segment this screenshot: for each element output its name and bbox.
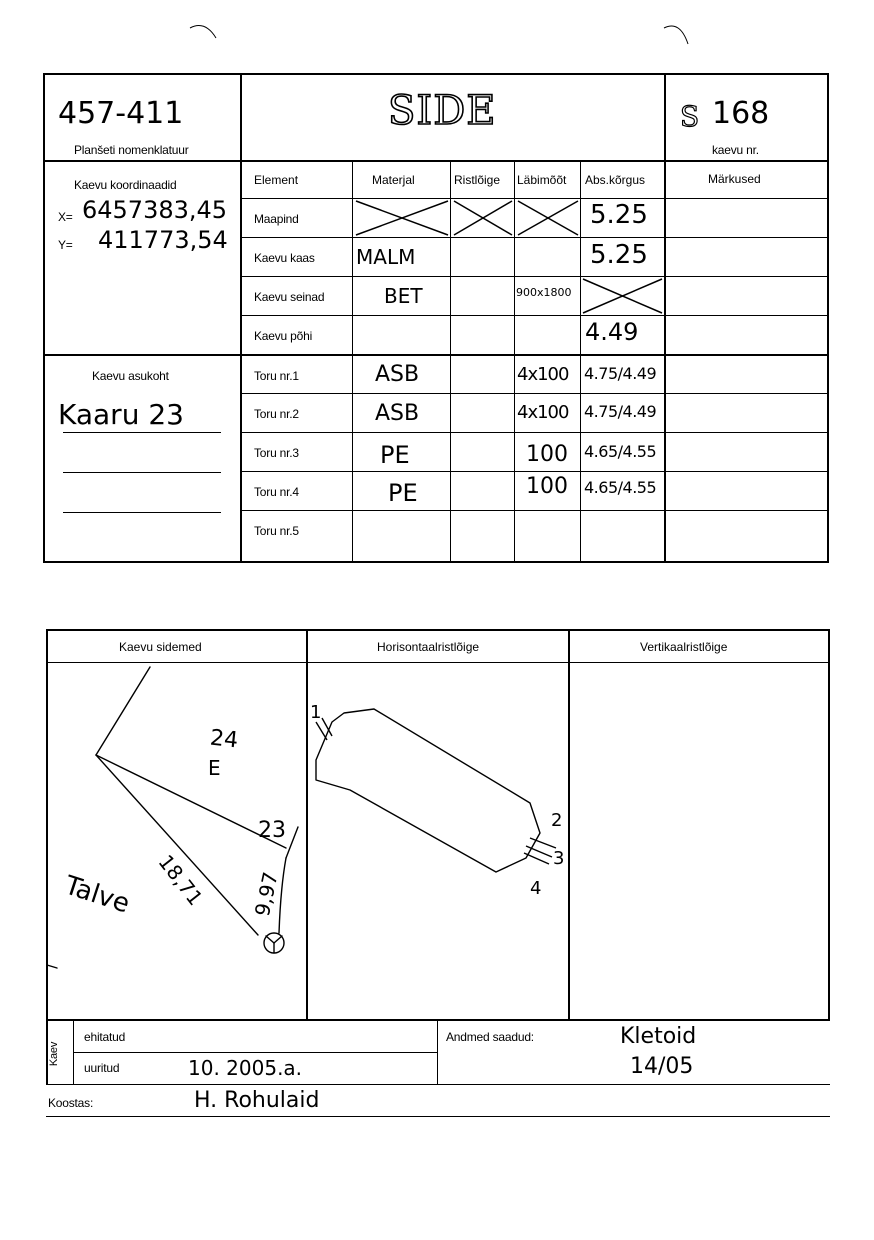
diameter-toru-4: 100 [526, 474, 568, 499]
x-value: 6457383,45 [82, 196, 228, 224]
row-element-toru-4: Toru nr.4 [254, 485, 299, 499]
map-sheet-label: Planšeti nomenklatuur [74, 143, 189, 157]
x-label: X= [58, 210, 73, 224]
height-toru-1: 4.75/4.49 [584, 364, 657, 383]
pipe-label-4: 4 [530, 878, 542, 899]
row-element-kaevu-seinad: Kaevu seinad [254, 290, 325, 304]
surveyed-label: uuritud [84, 1061, 120, 1075]
well-number-prefix: S [680, 100, 700, 133]
material-toru-4: PE [388, 479, 418, 507]
height-toru-2: 4.75/4.49 [584, 402, 657, 421]
data-from-label: Andmed saadud: [446, 1030, 534, 1044]
row-element-toru-1: Toru nr.1 [254, 369, 299, 383]
height-toru-4: 4.65/4.55 [584, 478, 657, 497]
height-kaevu-pohi: 4.49 [585, 318, 639, 346]
location-value: Kaaru 23 [58, 398, 184, 431]
diameter-toru-3: 100 [526, 442, 568, 467]
y-label: Y= [58, 238, 73, 252]
col-header-material: Materjal [372, 173, 415, 187]
height-toru-3: 4.65/4.55 [584, 442, 657, 461]
well-number-value: 168 [712, 96, 770, 131]
row-element-maapind: Maapind [254, 212, 299, 226]
built-label: ehitatud [84, 1030, 126, 1044]
surveyed-value: 10. 2005.a. [188, 1056, 303, 1080]
col-header-diameter: Läbimõõt [517, 173, 567, 187]
diameter-toru-2: 4x100 [517, 402, 569, 423]
pipe-label-3: 3 [553, 848, 565, 869]
sketch-note-street: Talve [60, 870, 134, 920]
well-side-label: Kaev [48, 1041, 61, 1067]
col-header-element: Element [254, 173, 299, 187]
col-header-height: Abs.kõrgus [585, 173, 646, 187]
row-element-kaevu-kaas: Kaevu kaas [254, 251, 315, 265]
material-toru-3: PE [380, 441, 410, 469]
sketch-note-23: 23 [258, 818, 286, 843]
map-sheet-value: 457-411 [58, 96, 184, 131]
pipe-label-1: 1 [310, 702, 322, 723]
height-maapind: 5.25 [590, 200, 648, 230]
sketch-note-1871: 18,71 [153, 850, 208, 910]
sketch-col3-title: Vertikaalristlõige [640, 640, 728, 654]
row-element-toru-2: Toru nr.2 [254, 407, 299, 421]
material-kaevu-kaas: MALM [356, 245, 416, 269]
coords-label: Kaevu koordinaadid [74, 178, 177, 192]
sketch-note-house-mark: E [208, 756, 221, 780]
author-value: H. Rohulaid [194, 1088, 320, 1113]
location-label: Kaevu asukoht [92, 369, 169, 383]
row-element-kaevu-pohi: Kaevu põhi [254, 329, 313, 343]
row-element-toru-3: Toru nr.3 [254, 446, 299, 460]
sketch-note-997: 9,97 [249, 869, 283, 919]
height-kaevu-kaas: 5.25 [590, 240, 648, 270]
col-header-notes: Märkused [708, 172, 761, 186]
diameter-kaevu-seinad: 900x1800 [516, 286, 572, 299]
well-number-label: kaevu nr. [712, 143, 759, 157]
pipe-label-2: 2 [551, 810, 563, 831]
sketch-col1-title: Kaevu sidemed [119, 640, 202, 654]
data-from-value: Kletoid [620, 1024, 697, 1049]
material-toru-2: ASB [375, 401, 420, 426]
scan-marks [0, 0, 874, 60]
col-header-section: Ristlõige [454, 173, 501, 187]
material-kaevu-seinad: BET [384, 284, 423, 308]
category-title: SIDE [388, 88, 497, 134]
sketch-col2-title: Horisontaalristlõige [377, 640, 480, 654]
sketch-note-24: 24 [208, 725, 240, 754]
author-label: Koostas: [48, 1096, 94, 1110]
diameter-toru-1: 4x100 [517, 364, 569, 385]
material-toru-1: ASB [375, 362, 420, 387]
data-from-date: 14/05 [630, 1054, 694, 1079]
y-value: 411773,54 [98, 226, 228, 254]
row-element-toru-5: Toru nr.5 [254, 524, 299, 538]
